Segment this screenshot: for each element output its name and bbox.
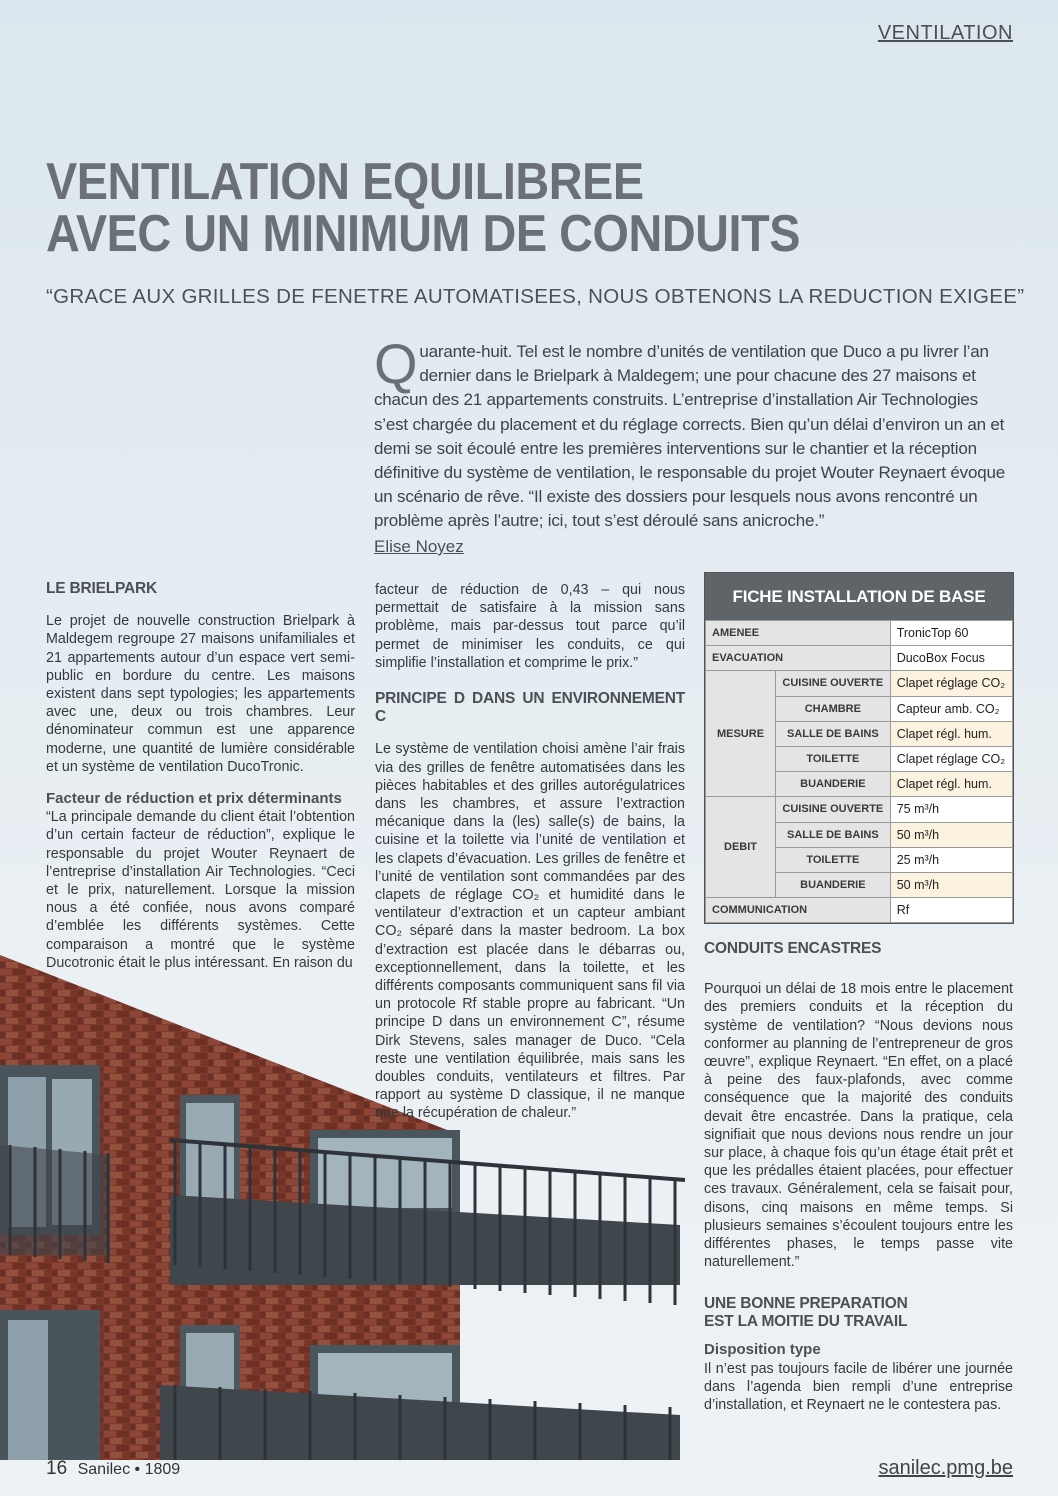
row-label: BUANDERIE — [776, 772, 891, 797]
title-line-1: VENTILATION EQUILIBREE — [46, 153, 644, 211]
author-byline[interactable]: Elise Noyez — [374, 537, 464, 556]
row-label: SALLE DE BAINS — [776, 822, 891, 847]
website-link[interactable]: sanilec.pmg.be — [878, 1457, 1013, 1479]
row-label: CUISINE OUVERTE — [776, 671, 891, 696]
heading-line: UNE BONNE PREPARATION — [704, 1295, 908, 1313]
row-value: Clapet réglage CO₂ — [890, 746, 1012, 771]
page-footer — [46, 1458, 180, 1480]
article-title — [46, 153, 910, 263]
row-value: Clapet réglage CO₂ — [890, 671, 1012, 696]
lead-paragraph — [374, 332, 1014, 534]
paragraph: Pourquoi un délai de 18 mois entre le placement des premiers conduits et la réception du système de ventilation? “Nous devions nous conformer au planning de l’entrepreneur de gros œuvre”, explique Reynaert. “En effet, on a placé à peine des faux-plafonds, avec comme conséquence que la majorité des conduits devait être encastrée. Dans la pratique, cela signifiait que nous devions nous rendre un jour sur place, à chaque fois qu’un étage était prêt et que les prédalles étaient placées, pour effectuer ces travaux. Généralement, cela se faisait pour, disons, cinq maisons en même temps. Si plusieurs semaines s’écoulent toujours entre les différentes phases, le temps passe vite naturellement.” — [704, 981, 1013, 1271]
heading-principe: PRINCIPE D DANS UN ENVIRONNEMENT C — [375, 690, 685, 726]
subheading-disposition: Disposition type — [704, 1341, 821, 1359]
fiche-title: FICHE INSTALLATION DE BASE — [705, 573, 1013, 620]
row-label: CHAMBRE — [776, 696, 891, 721]
publication-name: Sanilec • 1809 — [77, 1461, 181, 1478]
page-number: 16 — [46, 1458, 68, 1479]
subheading-facteur: Facteur de réduction et prix déterminants — [46, 790, 342, 808]
row-label: TOILETTE — [776, 746, 891, 771]
row-value: Clapet régl. hum. — [890, 721, 1012, 746]
paragraph: Il n’est pas toujours facile de libérer une journée dans l’agenda bien rempli d’une entreprise d’installation, et Reynaert ne le contestera pas. — [704, 1360, 1013, 1414]
row-label: BUANDERIE — [776, 872, 891, 897]
row-value: 75 m³/h — [890, 797, 1012, 822]
row-value: 50 m³/h — [890, 822, 1012, 847]
paragraph: Le projet de nouvelle construction Brielpark à Maldegem regroupe 27 maisons unifamiliales et 21 appartements autour d’un espace vert semi-public en bordure du centre. Les maisons existent dans sept typologies; les appartements avec une, deux ou trois chambres. Leur dénominateur commun est une apparence moderne, une quantité de lumière considérable et un système de ventilation DucoTronic. — [46, 613, 355, 775]
row-label: TOILETTE — [776, 847, 891, 872]
row-value: DucoBox Focus — [890, 646, 1012, 671]
group-label-debit: DEBIT — [706, 797, 776, 898]
heading-preparation — [704, 1295, 1013, 1331]
lead-text: uarante-huit. Tel est le nombre d’unités de ventilation que Duco a pu livrer l’an dernier dans le Brielpark à Maldegem; une pour chacune des 27 maisons et chacun des 21 appartements construits. L’entreprise d’installation Air Technologies s’est chargée du placement et du réglage corrects. Bien qu’un délai d’environ un an et demi se soit écoulé entre les premières interventions sur le chantier et la réception définitive du système de ventilation, le responsable du projet Wouter Reynaert évoque un scénario de rêve. “Il existe des dossiers pour lesquels nous avons rencontré un problème après l’autre; ici, tout s’est déroulé sans anicroche.” — [374, 342, 1005, 531]
column-2 — [375, 581, 685, 1123]
row-value: Capteur amb. CO₂ — [890, 696, 1012, 721]
heading-conduits: CONDUITS ENCASTRES — [704, 940, 882, 957]
section-tag: VENTILATION — [877, 22, 1013, 44]
row-label: CUISINE OUVERTE — [776, 797, 891, 822]
paragraph: “La principale demande du client était l’obtention d’un certain facteur de réduction”, explique le responsable du projet Wouter Reynaert de l’entreprise d’installation Air Technologies. “Ceci et le prix, naturellement. Lorsque la mission nous a été confiée, nous avons comparé d’emblée les différents systèmes. Cette comparaison a montré que le système Ducotronic était le plus intéressant. En raison du — [46, 809, 355, 971]
heading-brielpark: LE BRIELPARK — [46, 580, 157, 597]
fiche-installation-table — [704, 572, 1014, 924]
row-value: 50 m³/h — [890, 872, 1012, 897]
column-1 — [46, 580, 355, 972]
group-label-mesure: MESURE — [706, 671, 776, 797]
heading-line: EST LA MOITIE DU TRAVAIL — [704, 1313, 908, 1331]
column-3 — [704, 940, 1013, 1414]
row-value: 25 m³/h — [890, 847, 1012, 872]
row-label: AMENEE — [706, 621, 891, 646]
article-subtitle: “GRACE AUX GRILLES DE FENETRE AUTOMATISEES, NOUS OBTENONS LA REDUCTION EXIGEE” — [46, 285, 1025, 308]
paragraph: Le système de ventilation choisi amène l’air frais via des grilles de fenêtre automatisées dans les pièces habitables et des grilles autorégulatrices dans les chambres, et assure l’extraction mécanique dans la (les) salle(s) de bains, la cuisine et la toilette via l’unité de ventilation et les clapets d’évacuation. Les grilles de fenêtre et l’unité de ventilation sont commandées par des clapets de réglage CO₂ et humidité dans le ventilateur d’extraction et un capteur ambiant CO₂ séparé dans la master bedroom. La box d’extraction est placée dans le débarras ou, exceptionnellement, dans la toilette, et les différents composants communiquent sans fil via un protocole Rf stable propre au fabricant. “Un principe D dans un environnement C”, résume Dirk Stevens, sales manager de Duco. “Cela reste une ventilation équilibrée, mais sans les doubles conduits, ventilateurs et filtres. Par rapport au système D classique, il ne manque que la récupération de chaleur.” — [375, 741, 685, 1122]
drop-cap: Q — [374, 332, 418, 395]
row-label: COMMUNICATION — [706, 898, 891, 923]
row-value: Clapet régl. hum. — [890, 772, 1012, 797]
row-label: SALLE DE BAINS — [776, 721, 891, 746]
paragraph: facteur de réduction de 0,43 – qui nous permettait de satisfaire à la mission sans problème, mais par-dessus tout parce qu’il permet de minimiser les conduits, ce qui simplifie l’installation et comprime le prix.” — [375, 582, 685, 671]
fiche-grid — [705, 620, 1013, 923]
row-value: Rf — [890, 898, 1012, 923]
title-line-2: AVEC UN MINIMUM DE CONDUITS — [46, 205, 800, 263]
row-value: TronicTop 60 — [890, 621, 1012, 646]
row-label: EVACUATION — [706, 646, 891, 671]
